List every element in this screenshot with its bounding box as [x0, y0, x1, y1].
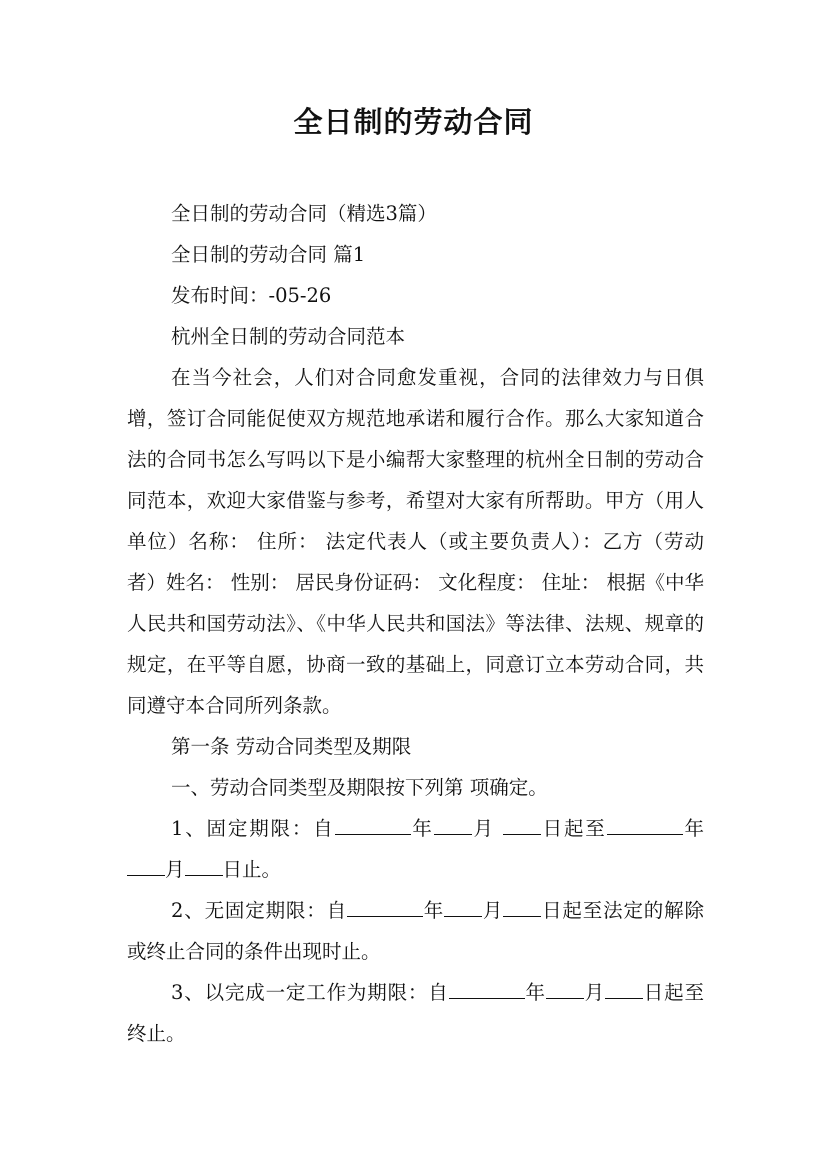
document-title: 全日制的劳动合同 — [293, 105, 534, 139]
clause-text: 月 — [583, 981, 605, 1004]
blank-line — [434, 814, 472, 835]
clause-text: 日止。 — [222, 858, 282, 881]
clause-text: 日起至法定的解除或终止合同的条件出现时止。 — [127, 899, 704, 963]
clause-text: 2、无固定期限：自 — [171, 899, 347, 922]
paragraph-article-one: 第一条 劳动合同类型及期限 — [171, 735, 412, 758]
paragraph-contract-type: 一、劳动合同类型及期限按下列第 项确定。 — [171, 776, 548, 799]
clause-text: 1、固定期限：自 — [171, 817, 335, 840]
blank-line — [127, 855, 165, 876]
clause-text: 3、以完成一定工作为期限：自 — [171, 981, 449, 1004]
clause-text: 月 — [471, 817, 503, 840]
clause-text: 年 — [410, 817, 434, 840]
blank-line — [503, 896, 541, 917]
blank-line — [444, 896, 482, 917]
paragraph-fixed-term — [127, 808, 704, 890]
clause-text: 年 — [524, 981, 546, 1004]
clause-text: 月 — [482, 899, 504, 922]
paragraph-template-name: 杭州全日制的劳动合同范本 — [171, 325, 406, 348]
clause-text: 日起至 终止。 — [127, 981, 704, 1045]
blank-line — [607, 814, 683, 835]
blank-line — [605, 978, 643, 999]
clause-text: 日起至 — [540, 817, 607, 840]
blank-line — [347, 896, 423, 917]
paragraph-open-term — [127, 890, 704, 972]
paragraph-task-term — [127, 972, 704, 1054]
paragraph-intro: 在当今社会，人们对合同愈发重视，合同的法律效力与日俱增，签订合同能促使双方规范地承诺和履行合作。那么大家知道合法的合同书怎么写吗以下是小编帮大家整理的杭州全日制的劳动合同范本，欢迎大家借鉴与参考，希望对大家有所帮助。甲方（用人单位）名称： 住所： 法定代表人（或主要负责人）：乙方（劳动者）姓名： 性别： 居民身份证码： 文化程度： 住址： 根据《中华人民共和国劳动法》、《中华人民共和国法》等法律、法规、规章的规定，在平等自愿，协商一致的基础上，同意订立本劳动合同，共同遵守本合同所列条款。 — [127, 366, 704, 717]
blank-line — [185, 855, 223, 876]
clause-text: 月 — [165, 858, 185, 881]
paragraph-section-heading: 全日制的劳动合同 篇1 — [171, 243, 366, 266]
blank-line — [449, 978, 525, 999]
paragraph-publish-date: 发布时间：-05-26 — [171, 284, 332, 307]
clause-text: 年 — [422, 899, 445, 922]
blank-line — [546, 978, 584, 999]
blank-line — [335, 814, 411, 835]
clause-text: 年 — [682, 817, 704, 840]
paragraph-subtitle: 全日制的劳动合同（精选3篇） — [171, 202, 437, 225]
document-body — [127, 193, 704, 1054]
blank-line — [503, 814, 541, 835]
